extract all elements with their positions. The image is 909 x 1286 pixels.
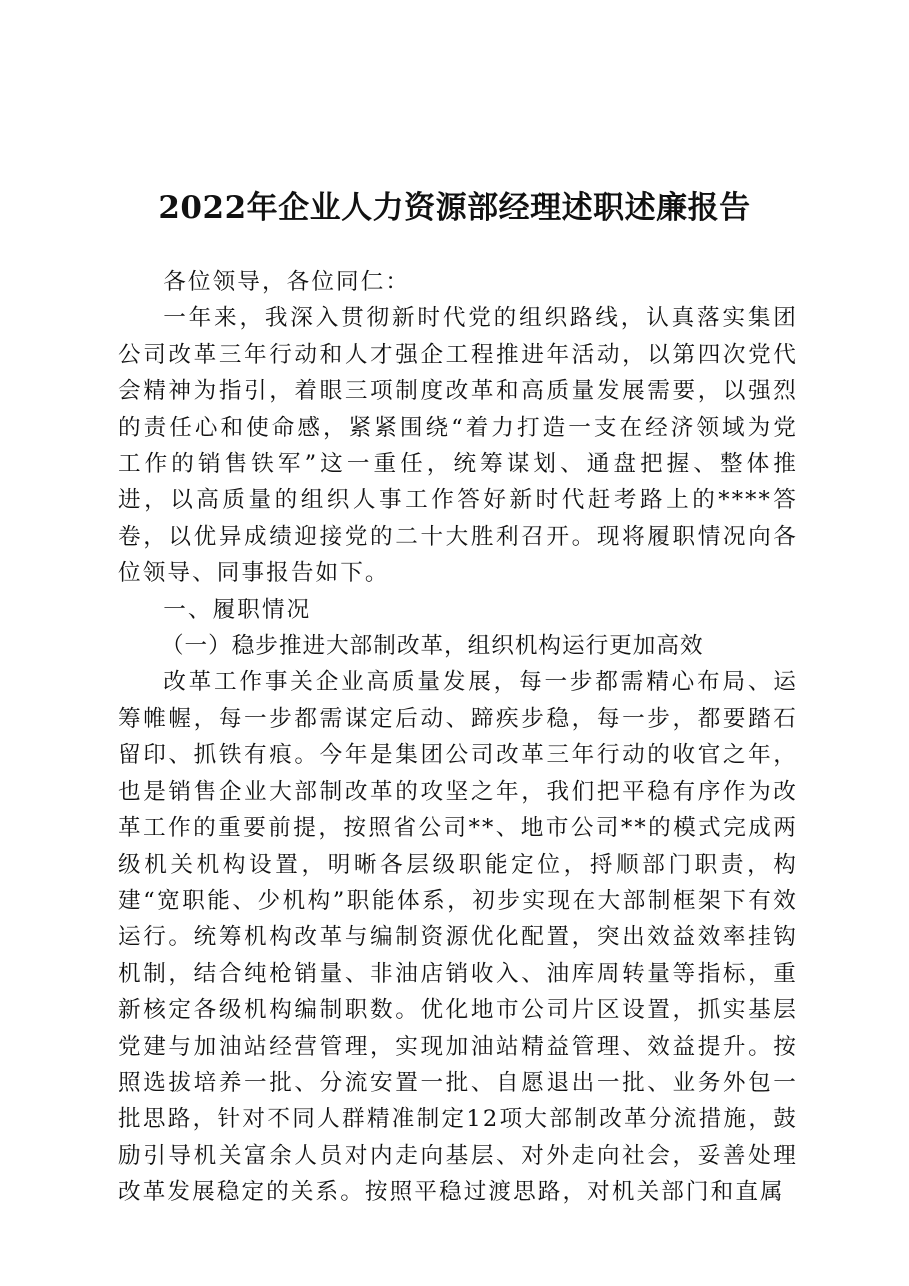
subsection-heading-reform: （一）稳步推进大部制改革，组织机构运行更加高效	[160, 633, 704, 660]
section-heading-performance: 一、履职情况	[163, 596, 312, 623]
intro-paragraph: 一年来，我深入贯彻新时代党的组织路线，认真落实集团公司改革三年行动和人才强企工程推进年活动，以第四次党代会精神为指引，着眼三项制度改革和高质量发展需要，以强烈的责任心和使命感，紧紧围绕“着力打造一支在经济领域为党工作的销售铁军”这一重任，统筹谋划、通盘把握、整体推进，以高质量的组织人事工作答好新时代赶考路上的****答卷，以优异成绩迎接党的二十大胜利召开。现将履职情况向各位领导、同事报告如下。	[118, 305, 798, 587]
document-body	[118, 264, 798, 1211]
reform-paragraph: 改革工作事关企业高质量发展，每一步都需精心布局、运筹帷幄，每一步都需谋定后动、蹄疾步稳，每一步，都要踏石留印、抓铁有痕。今年是集团公司改革三年行动的收官之年，也是销售企业大部制改革的攻坚之年，我们把平稳有序作为改革工作的重要前提，按照省公司**、地市公司**的模式完成两级机关机构设置，明晰各层级职能定位，捋顺部门职责，构建“宽职能、少机构”职能体系，初步实现在大部制框架下有效运行。统筹机构改革与编制资源优化配置，突出效益效率挂钩机制，结合纯枪销量、非油店销收入、油库周转量等指标，重新核定各级机构编制职数。优化地市公司片区设置，抓实基层党建与加油站经营管理，实现加油站精益管理、效益提升。按照选拔培养一批、分流安置一批、自愿退出一批、业务外包一批思路，针对不同人群精准制定12项大部制改革分流措施，鼓励引导机关富余人员对内走向基层、对外走向社会，妥善处理改革发展稳定的关系。按照平稳过渡思路，对机关部门和直属	[118, 669, 798, 1206]
document-title: 2022年企业人力资源部经理述职述廉报告	[158, 189, 751, 226]
salutation: 各位领导，各位同仁：	[163, 269, 411, 295]
